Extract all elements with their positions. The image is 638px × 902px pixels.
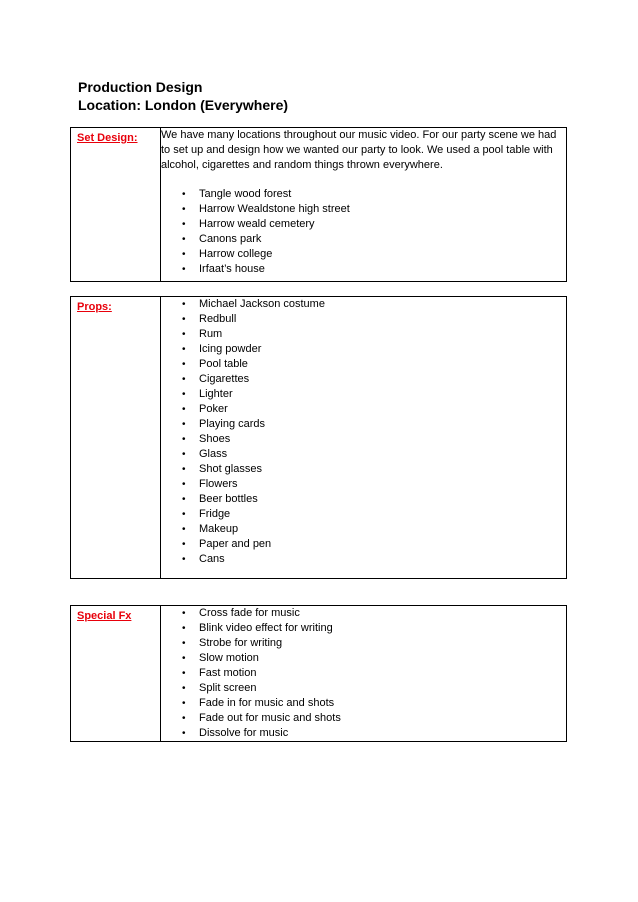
list-item: • Fade out for music and shots: [161, 711, 566, 726]
list-item: • Split screen: [161, 681, 566, 696]
special-fx-list: [161, 606, 566, 741]
list-item: • Dissolve for music: [161, 726, 566, 741]
list-item: • Icing powder: [161, 342, 566, 357]
list-item: • Shot glasses: [161, 462, 566, 477]
list-item: • Paper and pen: [161, 537, 566, 552]
list-item: • Irfaat’s house: [161, 262, 566, 277]
set-design-description: We have many locations throughout our music video. For our party scene we had to set up and design how we wanted our party to look. We used a pool table with alcohol, cigarettes and random things thrown everywhere.: [161, 129, 557, 171]
props-label: Props:: [77, 301, 112, 313]
list-item: • Redbull: [161, 312, 566, 327]
list-item: • Slow motion: [161, 651, 566, 666]
list-item: • Blink video effect for writing: [161, 621, 566, 636]
props-section: [70, 296, 567, 579]
location-heading: Location: London (Everywhere): [78, 97, 289, 113]
list-item: • Cigarettes: [161, 372, 566, 387]
special-fx-section: [70, 605, 567, 742]
list-item: • Lighter: [161, 387, 566, 402]
list-item: • Fast motion: [161, 666, 566, 681]
special-fx-label: Special Fx: [77, 610, 132, 622]
list-item: • Cross fade for music: [161, 606, 566, 621]
props-label-cell: [71, 297, 161, 579]
list-item: • Michael Jackson costume: [161, 297, 566, 312]
list-item: • Playing cards: [161, 417, 566, 432]
page-title: Production Design: [78, 79, 203, 95]
special-fx-label-cell: [71, 606, 161, 742]
list-item: • Cans: [161, 552, 566, 567]
list-item: • Harrow college: [161, 247, 566, 262]
list-item: • Flowers: [161, 477, 566, 492]
list-item: • Fridge: [161, 507, 566, 522]
list-item: • Makeup: [161, 522, 566, 537]
list-item: • Shoes: [161, 432, 566, 447]
list-item: • Poker: [161, 402, 566, 417]
list-item: • Glass: [161, 447, 566, 462]
list-item: • Strobe for writing: [161, 636, 566, 651]
props-list: [161, 297, 566, 567]
props-content: [161, 297, 567, 579]
list-item: • Rum: [161, 327, 566, 342]
list-item: • Fade in for music and shots: [161, 696, 566, 711]
set-design-label: Set Design:: [77, 132, 138, 144]
list-item: • Beer bottles: [161, 492, 566, 507]
special-fx-content: [161, 606, 567, 742]
list-item: • Canons park: [161, 232, 566, 247]
list-item: • Pool table: [161, 357, 566, 372]
list-item: • Harrow weald cemetery: [161, 217, 566, 232]
list-item: • Tangle wood forest: [161, 187, 566, 202]
set-design-section: [70, 127, 567, 282]
set-design-content: [161, 128, 567, 282]
set-design-label-cell: [71, 128, 161, 282]
set-design-list: [161, 187, 566, 277]
list-item: • Harrow Wealdstone high street: [161, 202, 566, 217]
